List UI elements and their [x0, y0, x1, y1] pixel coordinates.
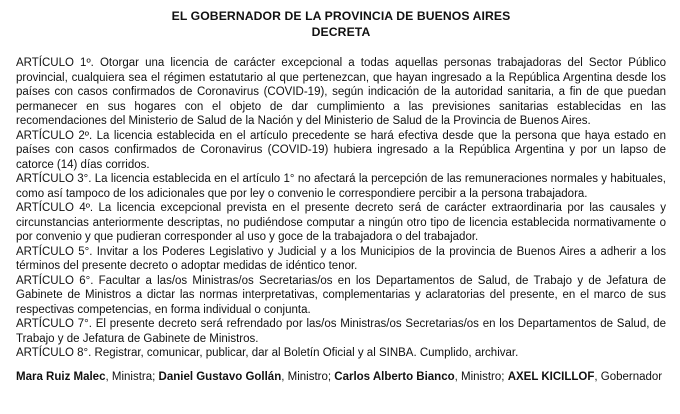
article-7: ARTÍCULO 7°. El presente decreto será refrendado por las/os Ministras/os Secretarias/os en los Departamentos de Salud, de Trabajo y de Jefatura de Gabinete de Ministros.: [16, 318, 666, 345]
article-1: ARTÍCULO 1º. Otorgar una licencia de carácter excepcional a todas aquellas personas trabajadoras del Sector Público provincial, cualquiera sea el régimen estatutario al que pertenezcan, que hayan ingresado a la República Argentina desde los países con casos confirmados de Coronavirus (COVID-19), según indicación de la autoridad sanitaria, a fin de que puedan permanecer en sus hogares con el objeto de dar cumplimiento a las previsiones sanitarias establecidas en las recomendaciones del Ministerio de Salud de la Nación y del Ministerio de Salud de la Provincia de Buenos Aires.: [16, 57, 666, 127]
article-5: ARTÍCULO 5°. Invitar a los Poderes Legislativo y Judicial y a los Municipios de la provincia de Buenos Aires a adherir a los términos del presente decreto o adoptar medidas de idéntico tenor.: [16, 245, 666, 272]
document-subtitle: DECRETA: [311, 25, 371, 39]
signer-role: Gobernador: [600, 371, 663, 383]
signer-name: Carlos Alberto Bianco: [334, 371, 455, 383]
article-2: ARTÍCULO 2º. La licencia establecida en el artículo precedente se hará efectiva desde que la persona que haya estado en países con casos confirmados de Coronavirus (COVID-19) hubiera ingresado a la República Argentina y por un lapso de catorce (14) días corridos.: [16, 129, 666, 171]
document-title: EL GOBERNADOR DE LA PROVINCIA DE BUENOS AIRES: [171, 9, 511, 23]
article-6: ARTÍCULO 6°. Facultar a las/os Ministras/os Secretarias/os en los Departamentos de Salud, de Trabajo y de Jefatura de Gabinete de Ministros a dictar las normas interpretativas, complementarias y aclaratorias del presente, en el marco de sus respectivas competencias, en forma individual o conjunta.: [16, 274, 666, 316]
signer-name: Mara Ruiz Malec: [16, 371, 106, 383]
signers-block: Mara Ruiz Malec, Ministra; Daniel Gustavo Gollán, Ministro; Carlos Alberto Bianco, Ministro; AXEL KICILLOF, Gobernador: [16, 371, 663, 383]
signer-role: Ministro;: [287, 371, 332, 383]
signer-role: Ministro;: [461, 371, 505, 383]
signer-name: Daniel Gustavo Gollán: [158, 371, 282, 383]
article-8: ARTÍCULO 8°. Registrar, comunicar, publicar, dar al Boletín Oficial y al SINBA. Cumplido, archivar.: [16, 347, 519, 359]
signer-name: AXEL KICILLOF: [507, 371, 595, 383]
article-4: ARTÍCULO 4º. La licencia excepcional prevista en el presente decreto será de carácter extraordinaria por las causales y circunstancias anteriormente descriptas, no pudiéndose computar a ningún otro tipo de licencia establecida normativamente o por convenio y que pudieran corresponder al uso y goce de la trabajadora o del trabajador.: [16, 202, 666, 243]
article-3: ARTÍCULO 3°. La licencia establecida en el artículo 1° no afectará la percepción de las remuneraciones normales y habituales, como así tampoco de los adicionales que por ley o convenio le correspondiere percibir a la persona trabajadora.: [16, 173, 666, 200]
signer-role: Ministra;: [111, 371, 156, 383]
